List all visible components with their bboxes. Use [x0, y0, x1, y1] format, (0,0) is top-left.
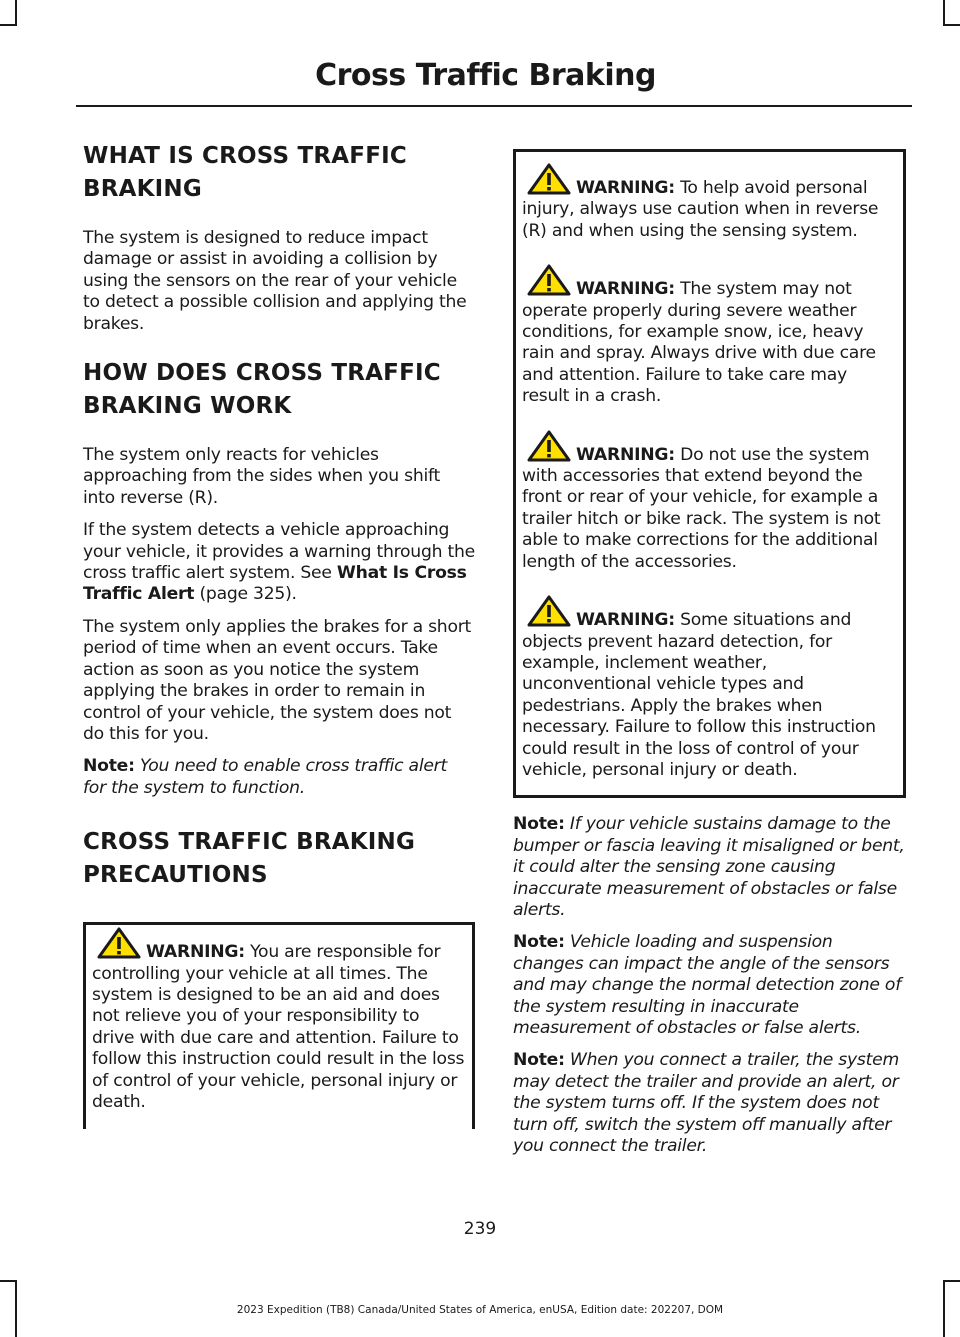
left-column — [83, 140, 475, 1129]
warning-triangle-icon — [526, 594, 572, 628]
warning-triangle-icon — [526, 429, 572, 463]
paragraph: The system only applies the brakes for a short period of time when an event occurs. Take action as soon as you notice the system applying the brakes in order to remain in control of your vehicle, the system does not do this for you. — [83, 616, 472, 744]
footer-edition-info: 2023 Expedition (TB8) Canada/United States of America, enUSA, Edition date: 202207, DOM — [236, 1304, 724, 1316]
cross-reference-link[interactable]: What Is Cross Traffic Alert — [83, 563, 467, 605]
crop-mark — [0, 1280, 17, 1282]
section-heading-what-is: WHAT IS CROSS TRAFFIC BRAKING — [83, 143, 407, 202]
warning-box — [83, 922, 475, 1129]
right-column — [513, 149, 906, 1168]
note: Note: When you connect a trailer, the system may detect the trailer and provide an alert, or the system turns off. If the system does not turn off, switch the system off manually after you connect the trailer. — [513, 1050, 899, 1157]
section-heading-how-works: HOW DOES CROSS TRAFFIC BRAKING WORK — [83, 360, 441, 420]
title-divider — [76, 105, 912, 107]
paragraph: If the system detects a vehicle approaching your vehicle, it provides a warning through the cross traffic alert system. See What Is Cross Traffic Alert (page 325). — [83, 520, 475, 605]
note: Note: Vehicle loading and suspension changes can impact the angle of the sensors and may change the normal detection zone of the system resulting in inaccurate measurement of obstacles or false alerts. — [513, 932, 902, 1038]
crop-mark — [943, 1280, 960, 1282]
warning-triangle-icon — [96, 926, 142, 960]
crop-mark — [943, 24, 960, 26]
warning-paragraph: WARNING: Some situations and objects prevent hazard detection, for example, inclement weather, unconventional vehicle types and pedestrians. Apply the brakes when necessary. Failure to follow this instruction could result in the loss of control of your vehicle, personal injury or death. — [522, 594, 896, 781]
crop-mark — [15, 0, 17, 24]
warning-paragraph: WARNING: Do not use the system with accessories that extend beyond the front or rear of your vehicle, for example a trailer hitch or bike rack. The system is not able to make corrections for the additional length of the accessories. — [522, 429, 896, 573]
note: Note: If your vehicle sustains damage to the bumper or fascia leaving it misaligned or bent, it could alter the sensing zone causing inaccurate measurement of obstacles or false alerts. — [513, 814, 905, 920]
warning-paragraph: WARNING: To help avoid personal injury, always use caution when in reverse (R) and when using the sensing system. — [522, 162, 896, 242]
paragraph: The system only reacts for vehicles approaching from the sides when you shift into reverse (R). — [83, 445, 441, 508]
section-heading-precautions: CROSS TRAFFIC BRAKING PRECAUTIONS — [83, 829, 416, 889]
warning-triangle-icon — [526, 263, 572, 297]
warning-box — [513, 149, 906, 798]
note: Note: You need to enable cross traffic alert for the system to function. — [83, 756, 447, 798]
warning-triangle-icon — [526, 162, 572, 196]
paragraph: The system is designed to reduce impact damage or assist in avoiding a collision by using the sensors on the rear of your vehicle to detect a possible collision and applying the brakes. — [83, 228, 467, 334]
page-number: 239 — [463, 1219, 497, 1239]
crop-mark — [0, 24, 17, 26]
page-title: Cross Traffic Braking — [315, 58, 656, 93]
warning-paragraph: WARNING: The system may not operate properly during severe weather conditions, for example snow, ice, heavy rain and spray. Always drive with due care and attention. Failure to take care may result in a crash. — [522, 263, 896, 407]
crop-mark — [943, 0, 945, 24]
warning-paragraph: WARNING: You are responsible for controlling your vehicle at all times. The system is designed to be an aid and does not relieve you of your responsibility to drive with due care and attention. Failure to follow this instruction could result in the loss of control of your vehicle, personal injury or death. — [92, 926, 465, 1113]
